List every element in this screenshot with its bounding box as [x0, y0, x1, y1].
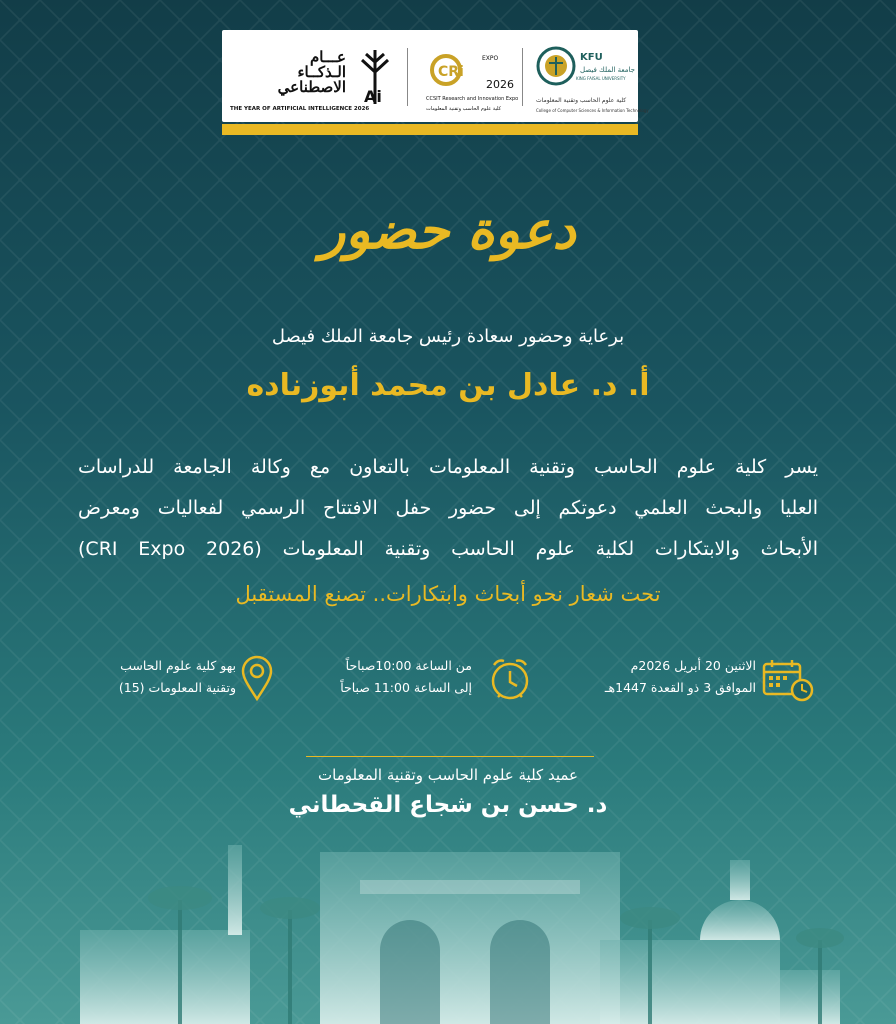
cri-logo-icon	[424, 30, 519, 122]
logo-separator	[522, 48, 523, 106]
ai-year-line-3: الاصطناعي	[277, 78, 346, 96]
time-end: إلى الساعة 11:00 صباحاً	[340, 680, 472, 695]
ai-mark-text: Ai	[364, 87, 382, 106]
kfu-english-text: KING FAISAL UNIVERSITY	[576, 76, 626, 81]
cri-year-text: 2026	[486, 78, 514, 91]
campus-skyline-illustration	[0, 840, 896, 1024]
cri-arabic-text: كلية علوم الحاسب وتقنية المعلومات	[426, 106, 502, 112]
kfu-emblem-icon	[534, 30, 649, 122]
date-hijri: الموافق 3 ذو القعدة 1447هـ	[604, 680, 756, 695]
kfu-abbr-text: KFU	[580, 52, 603, 63]
place-line-1: بهو كلية علوم الحاسب	[120, 658, 236, 673]
invitation-title: دعوة حضور	[320, 200, 576, 261]
year-of-ai-logo	[228, 30, 398, 122]
invitation-body-line-2: العليا والبحث العلمي دعوتكم إلى حضور حفل الافتتاح الرسمي لفعاليات ومعرض	[78, 497, 818, 519]
president-name: أ. د. عادل بن محمد أبوزناده	[246, 368, 650, 403]
dean-name: د. حسن بن شجاع القحطاني	[288, 792, 608, 818]
kfu-logo	[534, 30, 649, 122]
gold-accent-bar	[222, 124, 638, 135]
college-english-text: College of Computer Sciences & Information Technology	[536, 108, 649, 113]
logo-separator	[407, 48, 408, 106]
college-arabic-text: كلية علوم الحاسب وتقنية المعلومات	[536, 97, 627, 104]
cri-mark-text: CRi	[438, 64, 464, 80]
place-line-2: وتقنية المعلومات (15)	[118, 680, 236, 695]
invitation-body-line-1: يسر كلية علوم الحاسب وتقنية المعلومات بالتعاون مع وكالة الجامعة للدراسات	[78, 456, 818, 478]
signature-divider	[306, 756, 594, 757]
slogan-text: تحت شعار نحو أبحاث وابتكارات.. تصنع المستقبل	[235, 582, 661, 606]
ai-year-line-2: الـذكــاء	[297, 63, 346, 81]
logo-header	[222, 30, 649, 122]
alarm-clock-icon	[486, 655, 534, 703]
calendar-icon	[762, 658, 814, 702]
invitation-body-line-3: الأبحاث والابتكارات لكلية علوم الحاسب وتقنية المعلومات (CRI Expo 2026)	[78, 538, 818, 560]
location-pin-icon	[240, 655, 274, 701]
patronage-text: برعاية وحضور سعادة رئيس جامعة الملك فيصل	[271, 326, 625, 347]
cri-expo-text: EXPO	[482, 55, 499, 62]
ai-mark-icon	[356, 48, 394, 106]
kfu-arabic-text: جامعة الملك فيصل	[580, 66, 635, 74]
ai-year-english: THE YEAR OF ARTIFICIAL INTELLIGENCE 2026	[230, 106, 370, 112]
date-gregorian: الاثنين 20 أبريل 2026م	[630, 658, 756, 673]
dean-title: عميد كلية علوم الحاسب وتقنية المعلومات	[318, 766, 578, 784]
cri-english-text: CCSIT Research and Innovation Expo	[426, 96, 519, 102]
ai-year-line-1: عـــام	[310, 48, 346, 66]
date-info	[605, 655, 756, 699]
ai-year-arabic	[228, 50, 346, 95]
time-info	[340, 655, 472, 699]
cri-expo-logo	[424, 30, 519, 122]
place-info	[119, 655, 236, 699]
time-start: من الساعة 10:00صباحاً	[345, 658, 472, 673]
